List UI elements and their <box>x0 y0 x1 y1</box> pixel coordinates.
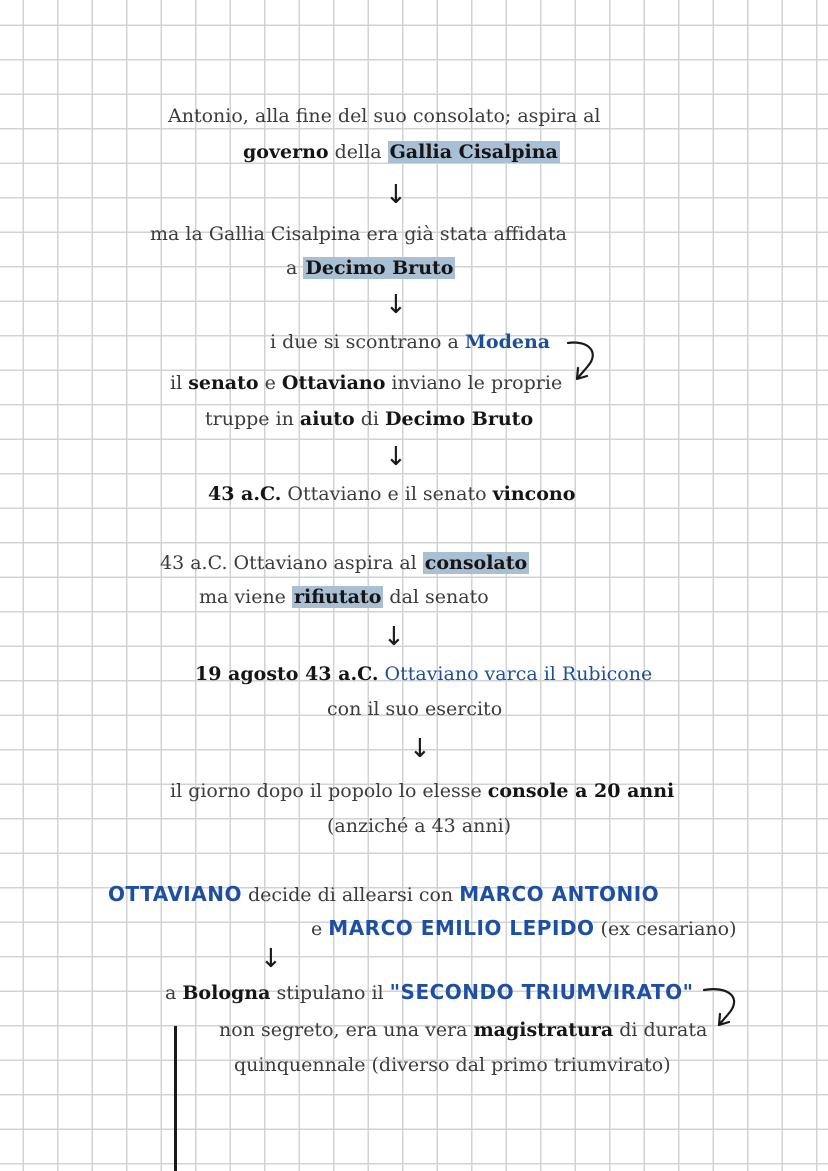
curved-arrow-icon <box>566 340 600 384</box>
vertical-bracket-line <box>174 1026 177 1171</box>
line-decimo-bruto: a Decimo Bruto <box>286 257 454 279</box>
line-anziche: (anziché a 43 anni) <box>327 815 512 837</box>
line-magistratura: non segreto, era una vera magistratura di durata <box>219 1019 708 1041</box>
line-senato-ottaviano: il senato e Ottaviano inviano le proprie <box>170 372 563 394</box>
line-governo: governo della Gallia Cisalpina <box>243 141 558 163</box>
line-esercito: con il suo esercito <box>327 698 503 720</box>
curved-arrow-icon <box>702 986 742 1030</box>
line-rubicone: 19 agosto 43 a.C. Ottaviano varca il Rubicone <box>195 663 653 685</box>
line-truppe: truppe in aiuto di Decimo Bruto <box>205 408 534 430</box>
down-arrow-icon: ↓ <box>260 944 282 974</box>
line-triumvirato: a Bologna stipulano il "SECONDO TRIUMVIRATO" <box>165 980 694 1004</box>
line-console: il giorno dopo il popolo lo elesse console a 20 anni <box>170 780 675 802</box>
down-arrow-icon: ↓ <box>385 180 407 210</box>
down-arrow-icon: ↓ <box>385 442 407 472</box>
line-consolato: 43 a.C. Ottaviano aspira al consolato <box>160 552 528 574</box>
down-arrow-icon: ↓ <box>383 622 405 652</box>
line-vincono: 43 a.C. Ottaviano e il senato vincono <box>208 483 576 505</box>
line-quinquennale: quinquennale (diverso dal primo triumvirato) <box>234 1054 671 1076</box>
line-antonio: Antonio, alla fine del suo consolato; aspira al <box>168 105 601 127</box>
line-rifiutato: ma viene rifiutato dal senato <box>199 586 489 608</box>
line-lepido: e MARCO EMILIO LEPIDO (ex cesariano) <box>311 916 737 940</box>
down-arrow-icon: ↓ <box>385 290 407 320</box>
down-arrow-icon: ↓ <box>409 734 431 764</box>
line-affidata: ma la Gallia Cisalpina era già stata affidata <box>150 223 567 245</box>
line-modena: i due si scontrano a Modena <box>270 331 551 353</box>
line-alleanza: OTTAVIANO decide di allearsi con MARCO ANTONIO <box>108 882 660 906</box>
